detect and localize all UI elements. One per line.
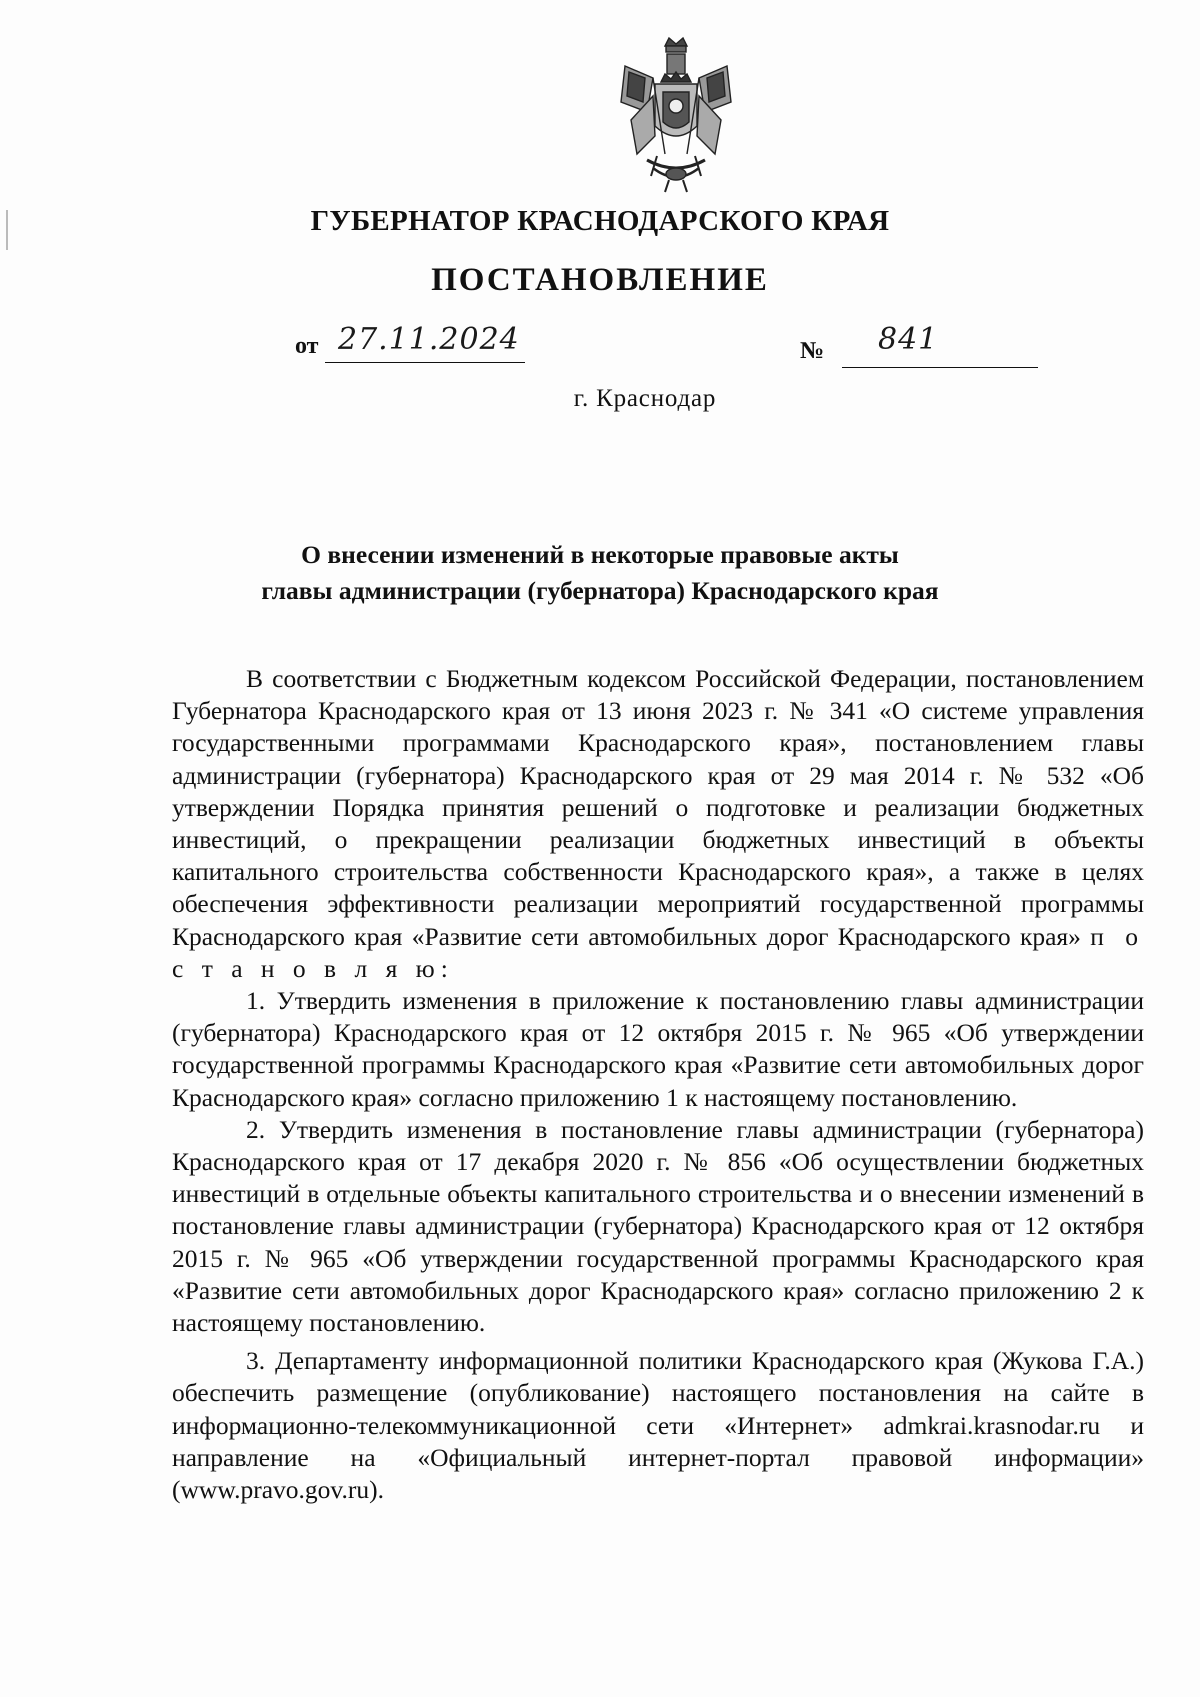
coat-of-arms-krasnodar-icon [617, 36, 735, 196]
title-line-1: О внесении изменений в некоторые правовые акты [301, 540, 899, 569]
number-prefix: № [800, 338, 825, 364]
number-handwritten: 841 [878, 322, 939, 357]
item-2: 2. Утвердить изменения в постановление главы администрации (губернатора) Краснодарского края от 17 декабря 2020 г. № 856 «Об осуществлении бюджетных инвестиций в отдельные объекты капитального строительства и о внесении изменений в постановление главы администрации (губернатора) Краснодарского края от 12 октября 2015 г. № 965 «Об утверждении государственной программы Краснодарского края «Развитие сети автомобильных дорог Краснодарского края» согласно приложению 2 к настоящему постановлению. [172, 1114, 1144, 1338]
document-type: ПОСТАНОВЛЕНИЕ [431, 262, 769, 298]
item-3: 3. Департаменту информационной политики Краснодарского края (Жукова Г.А.) обеспечить размещение (опубликование) настоящего постановления на сайте в информационно-телекоммуникационной сети «Интернет» admkrai.krasnodar.ru и направление на «Официальный интернет-портал правовой информации» (www.pravo.gov.ru). [172, 1346, 1144, 1505]
item-1: 1. Утвердить изменения в приложение к постановлению главы администрации (губернатора) Краснодарского края от 12 октября 2015 г. № 965 «Об утверждении государственной программы Краснодарского края «Развитие сети автомобильных дорог Краснодарского края» согласно приложению 1 к настоящему постановлению. [172, 986, 1144, 1112]
document-title [0, 537, 1200, 609]
document-body [172, 663, 1144, 1506]
intro-text: В соответствии с Бюджетным кодексом Российской Федерации, постановлением Губернатора Краснодарского края от 13 июня 2023 г. № 341 «О системе управления государственными программами Краснодарского края», постановлением главы администрации (губернатора) Краснодарского края от 29 мая 2014 г. № 532 «Об утверждении Порядка принятия решений о подготовке и реализации бюджетных инвестиций, о прекращении реализации бюджетных инвестиций в объекты капитального строительства собственности Краснодарского края», а также в целях обеспечения эффективности реализации мероприятий государственной программы Краснодарского края «Развитие сети автомобильных дорог Краснодарского края» [172, 664, 1144, 951]
title-line-2: главы администрации (губернатора) Краснодарского края [261, 576, 939, 605]
number-underline [842, 367, 1038, 368]
date-handwritten: 27.11.2024 [338, 322, 520, 357]
date-underline [325, 362, 525, 363]
city: г. Краснодар [573, 385, 717, 412]
intro-paragraph [172, 663, 1144, 985]
date-prefix: от [295, 333, 319, 359]
intro-keyword: п о с т а н о в л я ю: [172, 921, 1144, 983]
org-title: ГУБЕРНАТОР КРАСНОДАРСКОГО КРАЯ [310, 205, 890, 237]
